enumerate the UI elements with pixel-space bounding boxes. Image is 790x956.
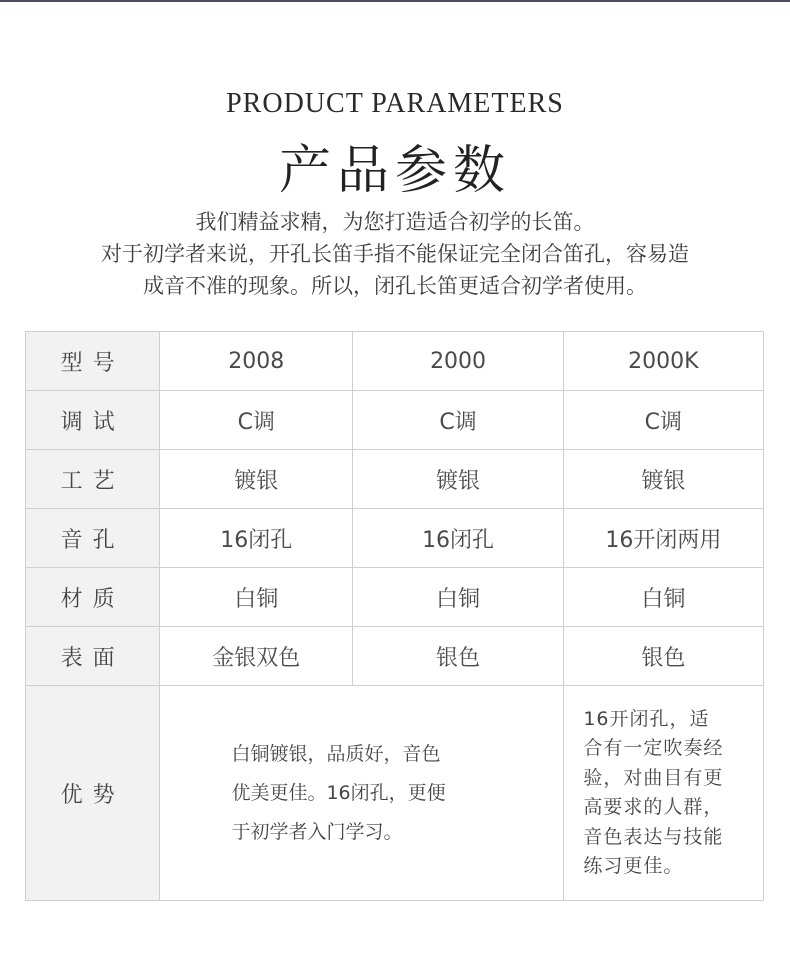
table-row: [26, 627, 764, 686]
cell-holes-2008: 16闭孔: [160, 509, 353, 568]
cell-model-2000: 2000: [353, 332, 563, 391]
advantage-open-hole-text: [583, 705, 743, 882]
cell-holes-2000k: 16开闭两用: [563, 509, 763, 568]
chinese-title: 产品参数: [278, 141, 511, 201]
cell-model-2008: 2008: [160, 332, 353, 391]
advantage-right-line: 16开闭孔，适: [583, 707, 710, 730]
intro-line-1: 我们精益求精，为您打造适合初学的长笛。: [195, 210, 595, 234]
row-label-advantage: 优势: [26, 686, 160, 901]
advantage-right-line: 验，对曲目有更: [583, 766, 724, 789]
intro-line-2: 对于初学者来说，开孔长笛手指不能保证完全闭合笛孔，容易造: [101, 242, 689, 266]
table-row: [26, 391, 764, 450]
advantage-right-line: 练习更佳。: [583, 855, 684, 877]
cell-material-2000: 白铜: [353, 568, 563, 627]
advantage-closed-hole-text: [231, 735, 491, 852]
table-row: [26, 332, 764, 391]
table-row: [26, 509, 764, 568]
advantage-closed-hole-cell: [160, 686, 564, 901]
table-row: [26, 686, 764, 901]
row-label-model: 型号: [26, 332, 160, 391]
row-label-surface: 表面: [26, 627, 160, 686]
cell-surface-2008: 金银双色: [160, 627, 353, 686]
cell-holes-2000: 16闭孔: [353, 509, 563, 568]
cell-craft-2008: 镀银: [160, 450, 353, 509]
parameters-table: [25, 331, 764, 901]
cell-material-2008: 白铜: [160, 568, 353, 627]
cell-surface-2000k: 银色: [563, 627, 763, 686]
intro-line-3: 成音不准的现象。所以，闭孔长笛更适合初学者使用。: [143, 274, 647, 298]
row-label-holes: 音孔: [26, 509, 160, 568]
cell-surface-2000: 银色: [353, 627, 563, 686]
table-row: [26, 450, 764, 509]
advantage-right-line: 高要求的人群，: [583, 796, 724, 818]
table-row: [26, 568, 764, 627]
row-label-craft: 工艺: [26, 450, 160, 509]
advantage-mid-line: 白铜镀银，品质好，音色: [231, 742, 441, 765]
advantage-mid-line: 于初学者入门学习。: [231, 820, 403, 843]
cell-material-2000k: 白铜: [563, 568, 763, 627]
cell-craft-2000: 镀银: [353, 450, 563, 509]
advantage-open-hole-cell: [563, 686, 763, 901]
advantage-right-line: 合有一定吹奏经: [583, 737, 724, 759]
advantage-mid-line: 优美更佳。16闭孔，更便: [231, 781, 446, 804]
cell-key-2008: C调: [160, 391, 353, 450]
row-label-key: 调试: [26, 391, 160, 450]
advantage-right-line: 音色表达与技能: [583, 825, 724, 848]
english-title: PRODUCT PARAMETERS: [226, 88, 564, 119]
cell-craft-2000k: 镀银: [563, 450, 763, 509]
top-border-line: [0, 0, 790, 2]
row-label-material: 材质: [26, 568, 160, 627]
cell-key-2000k: C调: [563, 391, 763, 450]
cell-key-2000: C调: [353, 391, 563, 450]
cell-model-2000k: 2000K: [563, 332, 763, 391]
